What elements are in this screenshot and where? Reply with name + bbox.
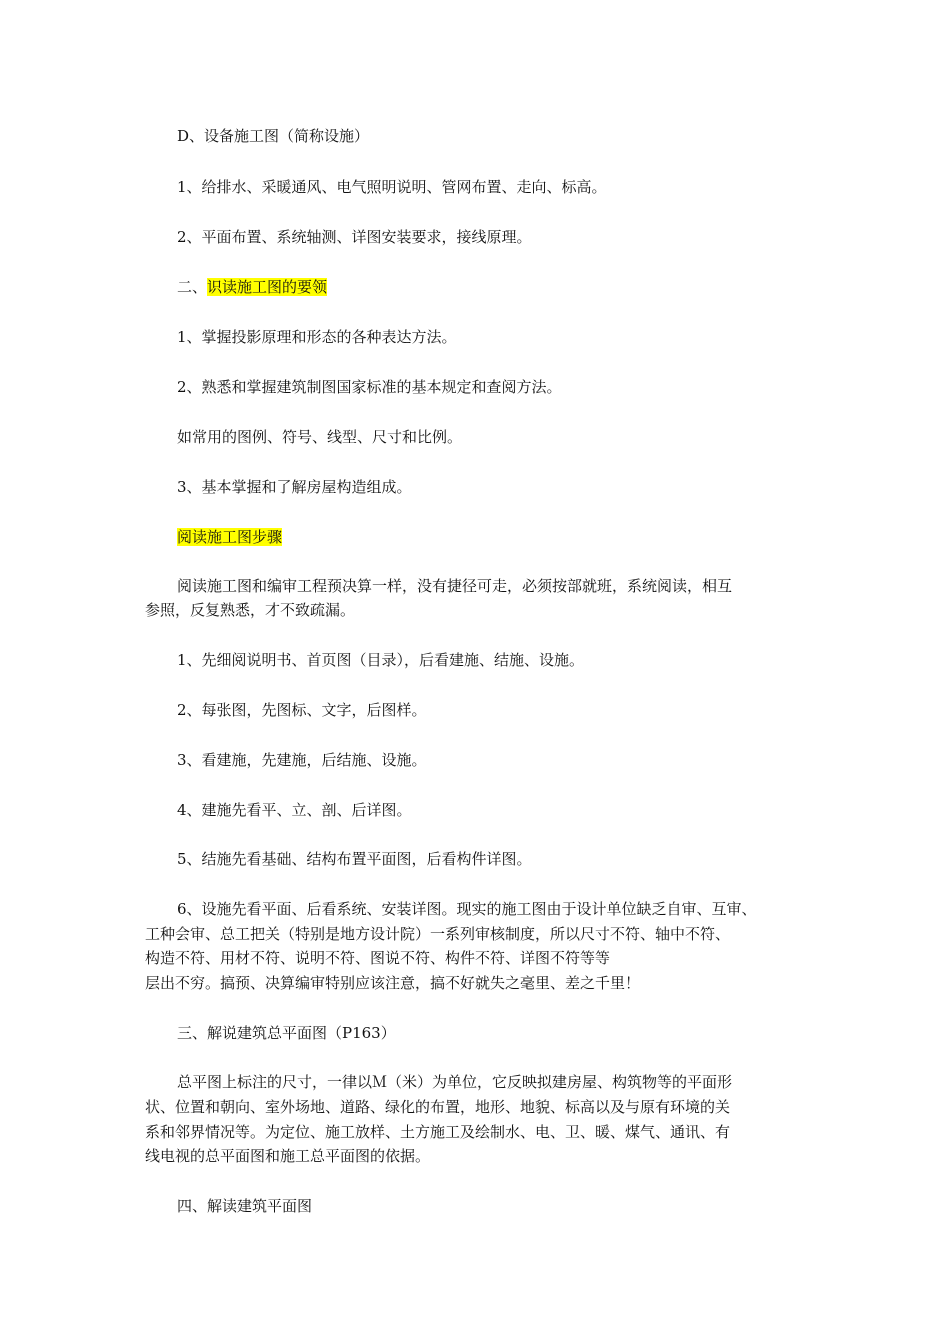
paragraph: 系和邻界情况等。为定位、施工放样、土方施工及绘制水、电、卫、暖、煤气、通讯、有 xyxy=(145,1123,731,1141)
paragraph: 3、基本掌握和了解房屋构造组成。 xyxy=(177,478,412,496)
paragraph: 2、平面布置、系统轴测、详图安装要求，接线原理。 xyxy=(177,228,532,246)
paragraph: 状、位置和朝向、室外场地、道路、绿化的布置，地形、地貌、标高以及与原有环境的关 xyxy=(145,1098,731,1116)
paragraph: 层出不穷。搞预、决算编审特别应该注意，搞不好就失之毫里、差之千里！ xyxy=(145,974,641,992)
paragraph: 5、结施先看基础、结构布置平面图，后看构件详图。 xyxy=(177,850,532,868)
highlighted-heading: 识读施工图的要领 xyxy=(207,278,328,296)
paragraph: 构造不符、用材不符、说明不符、图说不符、构件不符、详图不符等等 xyxy=(145,949,611,967)
paragraph: 工种会审、总工把关（特别是地方设计院）一系列审核制度，所以尺寸不符、轴中不符、 xyxy=(145,925,731,943)
paragraph: 阅读施工图和编审工程预决算一样，没有捷径可走，必须按部就班，系统阅读，相互 xyxy=(177,577,733,595)
paragraph: D、设备施工图（简称设施） xyxy=(177,127,370,145)
section-heading-4: 四、解读建筑平面图 xyxy=(177,1197,313,1215)
paragraph: 3、看建施，先建施，后结施、设施。 xyxy=(177,751,427,769)
section-heading-3: 三、解说建筑总平面图（P163） xyxy=(177,1024,396,1042)
paragraph: 1、掌握投影原理和形态的各种表达方法。 xyxy=(177,328,457,346)
paragraph: 4、建施先看平、立、剖、后详图。 xyxy=(177,801,412,819)
highlighted-heading: 阅读施工图步骤 xyxy=(177,528,283,546)
heading-prefix: 二、 xyxy=(177,278,208,296)
paragraph: 1、先细阅说明书、首页图（目录），后看建施、结施、设施。 xyxy=(177,651,585,669)
paragraph: 1、给排水、采暖通风、电气照明说明、管网布置、走向、标高。 xyxy=(177,178,607,196)
paragraph: 6、设施先看平面、后看系统、安装详图。现实的施工图由于设计单位缺乏自审、互审、 xyxy=(177,900,757,918)
paragraph: 参照，反复熟悉，才不致疏漏。 xyxy=(145,601,356,619)
paragraph: 总平图上标注的尺寸，一律以Ｍ（米）为单位，它反映拟建房屋、构筑物等的平面形 xyxy=(177,1073,733,1091)
paragraph: 2、熟悉和掌握建筑制图国家标准的基本规定和查阅方法。 xyxy=(177,378,562,396)
section-heading-steps xyxy=(177,525,282,549)
paragraph: 如常用的图例、符号、线型、尺寸和比例。 xyxy=(177,428,463,446)
paragraph: 线电视的总平面图和施工总平面图的依据。 xyxy=(145,1147,431,1165)
section-heading-2 xyxy=(177,275,327,299)
paragraph: 2、每张图，先图标、文字，后图样。 xyxy=(177,701,427,719)
